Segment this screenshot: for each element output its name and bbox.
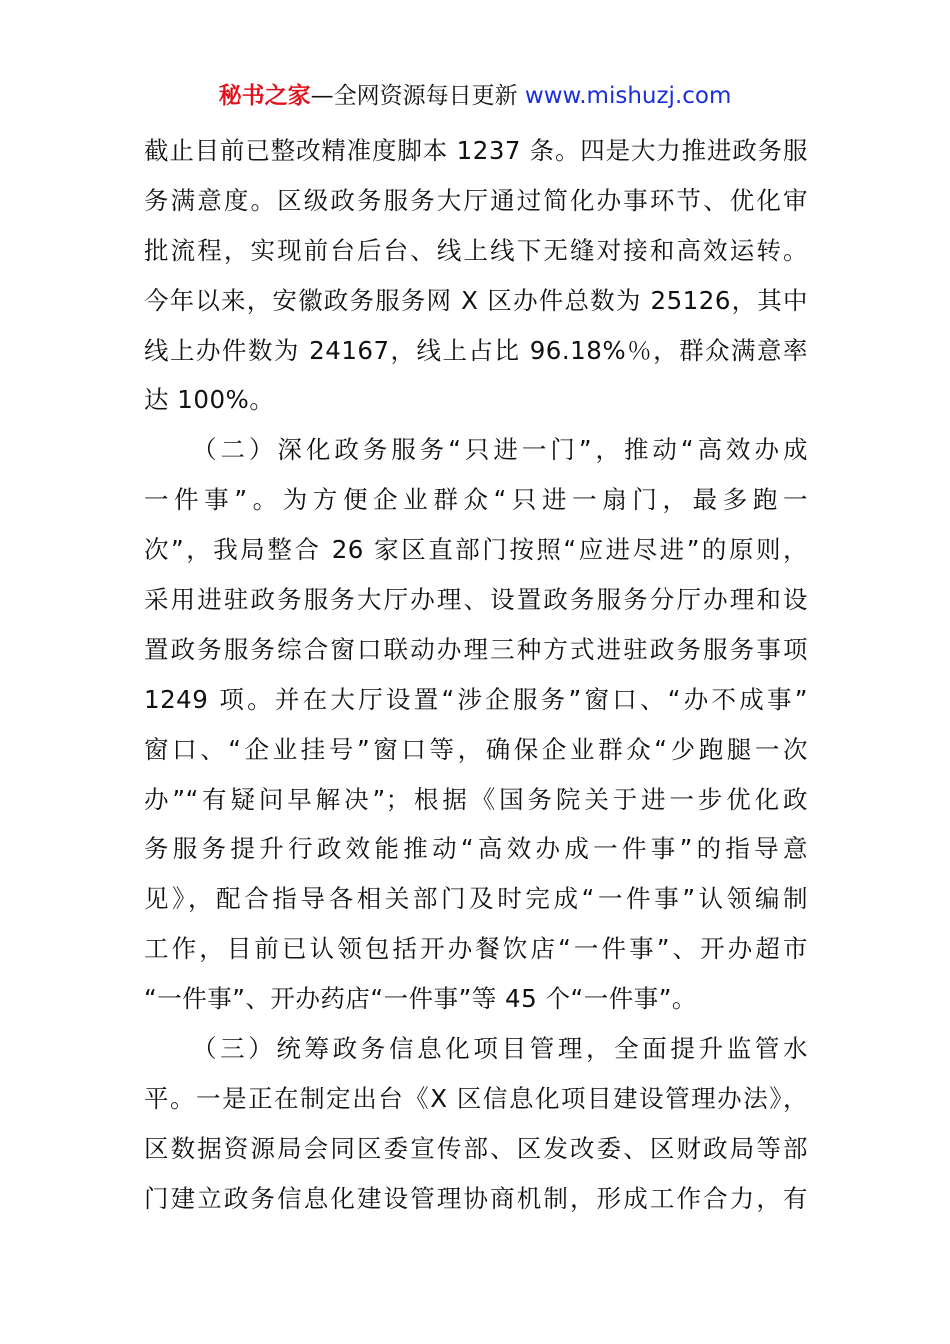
site-tagline: —全网资源每日更新 [310,83,518,109]
text-line: “一件事”、开办药店“一件事”等 45 个“一件事”。 [144,984,697,1014]
text-line: 区数据资源局会同区委宣传部、区发改委、区财政局等部 [144,1133,808,1163]
site-header [0,78,950,114]
text-line: 务满意度。区级政务服务大厅通过简化办事环节、优化审 [144,185,808,215]
text-line: 务服务提升行政效能推动“高效办成一件事”的指导意 [144,834,808,864]
text-line: 见》，配合指导各相关部门及时完成“一件事”认领编制 [144,884,808,914]
text-line: 达 100%。 [144,385,275,415]
text-line: 次”，我局整合 26 家区直部门按照“应进尽进”的原则， [144,535,808,565]
text-line: 门建立政务信息化建设管理协商机制，形成工作合力，有 [144,1183,808,1213]
text-line: 线上办件数为 24167，线上占比 96.18%％，群众满意率 [144,335,808,365]
section-heading-line: （三）统筹政务信息化项目管理，全面提升监管水 [192,1034,808,1064]
text-line: 批流程，实现前台后台、线上线下无缝对接和高效运转。 [144,235,808,265]
text-line: 窗口、“企业挂号”窗口等，确保企业群众“少跑腿一次 [144,734,808,764]
text-line: 办”“有疑问早解决”；根据《国务院关于进一步优化政 [144,784,808,814]
document-body [144,126,808,1224]
text-line: 采用进驻政务服务大厅办理、设置政务服务分厅办理和设 [144,585,808,615]
text-line: 截止目前已整改精准度脚本 1237 条。四是大力推进政务服 [144,136,808,165]
text-line: 今年以来，安徽政务服务网 X 区办件总数为 25126，其中 [144,285,808,315]
text-line: 1249 项。并在大厅设置“涉企服务”窗口、“办不成事” [144,684,808,714]
site-url-link[interactable]: www.mishuzj.com [524,83,732,109]
section-heading-line: （二）深化政务服务“只进一门”，推动“高效办成 [192,435,808,465]
text-line: 置政务服务综合窗口联动办理三种方式进驻政务服务事项 [144,634,808,664]
site-brand: 秘书之家 [218,83,311,109]
text-line: 工作，目前已认领包括开办餐饮店“一件事”、开办超市 [144,934,808,964]
text-line: 一件事”。为方便企业群众“只进一扇门，最多跑一 [144,485,808,515]
text-line: 平。一是正在制定出台《X 区信息化项目建设管理办法》， [144,1083,808,1113]
